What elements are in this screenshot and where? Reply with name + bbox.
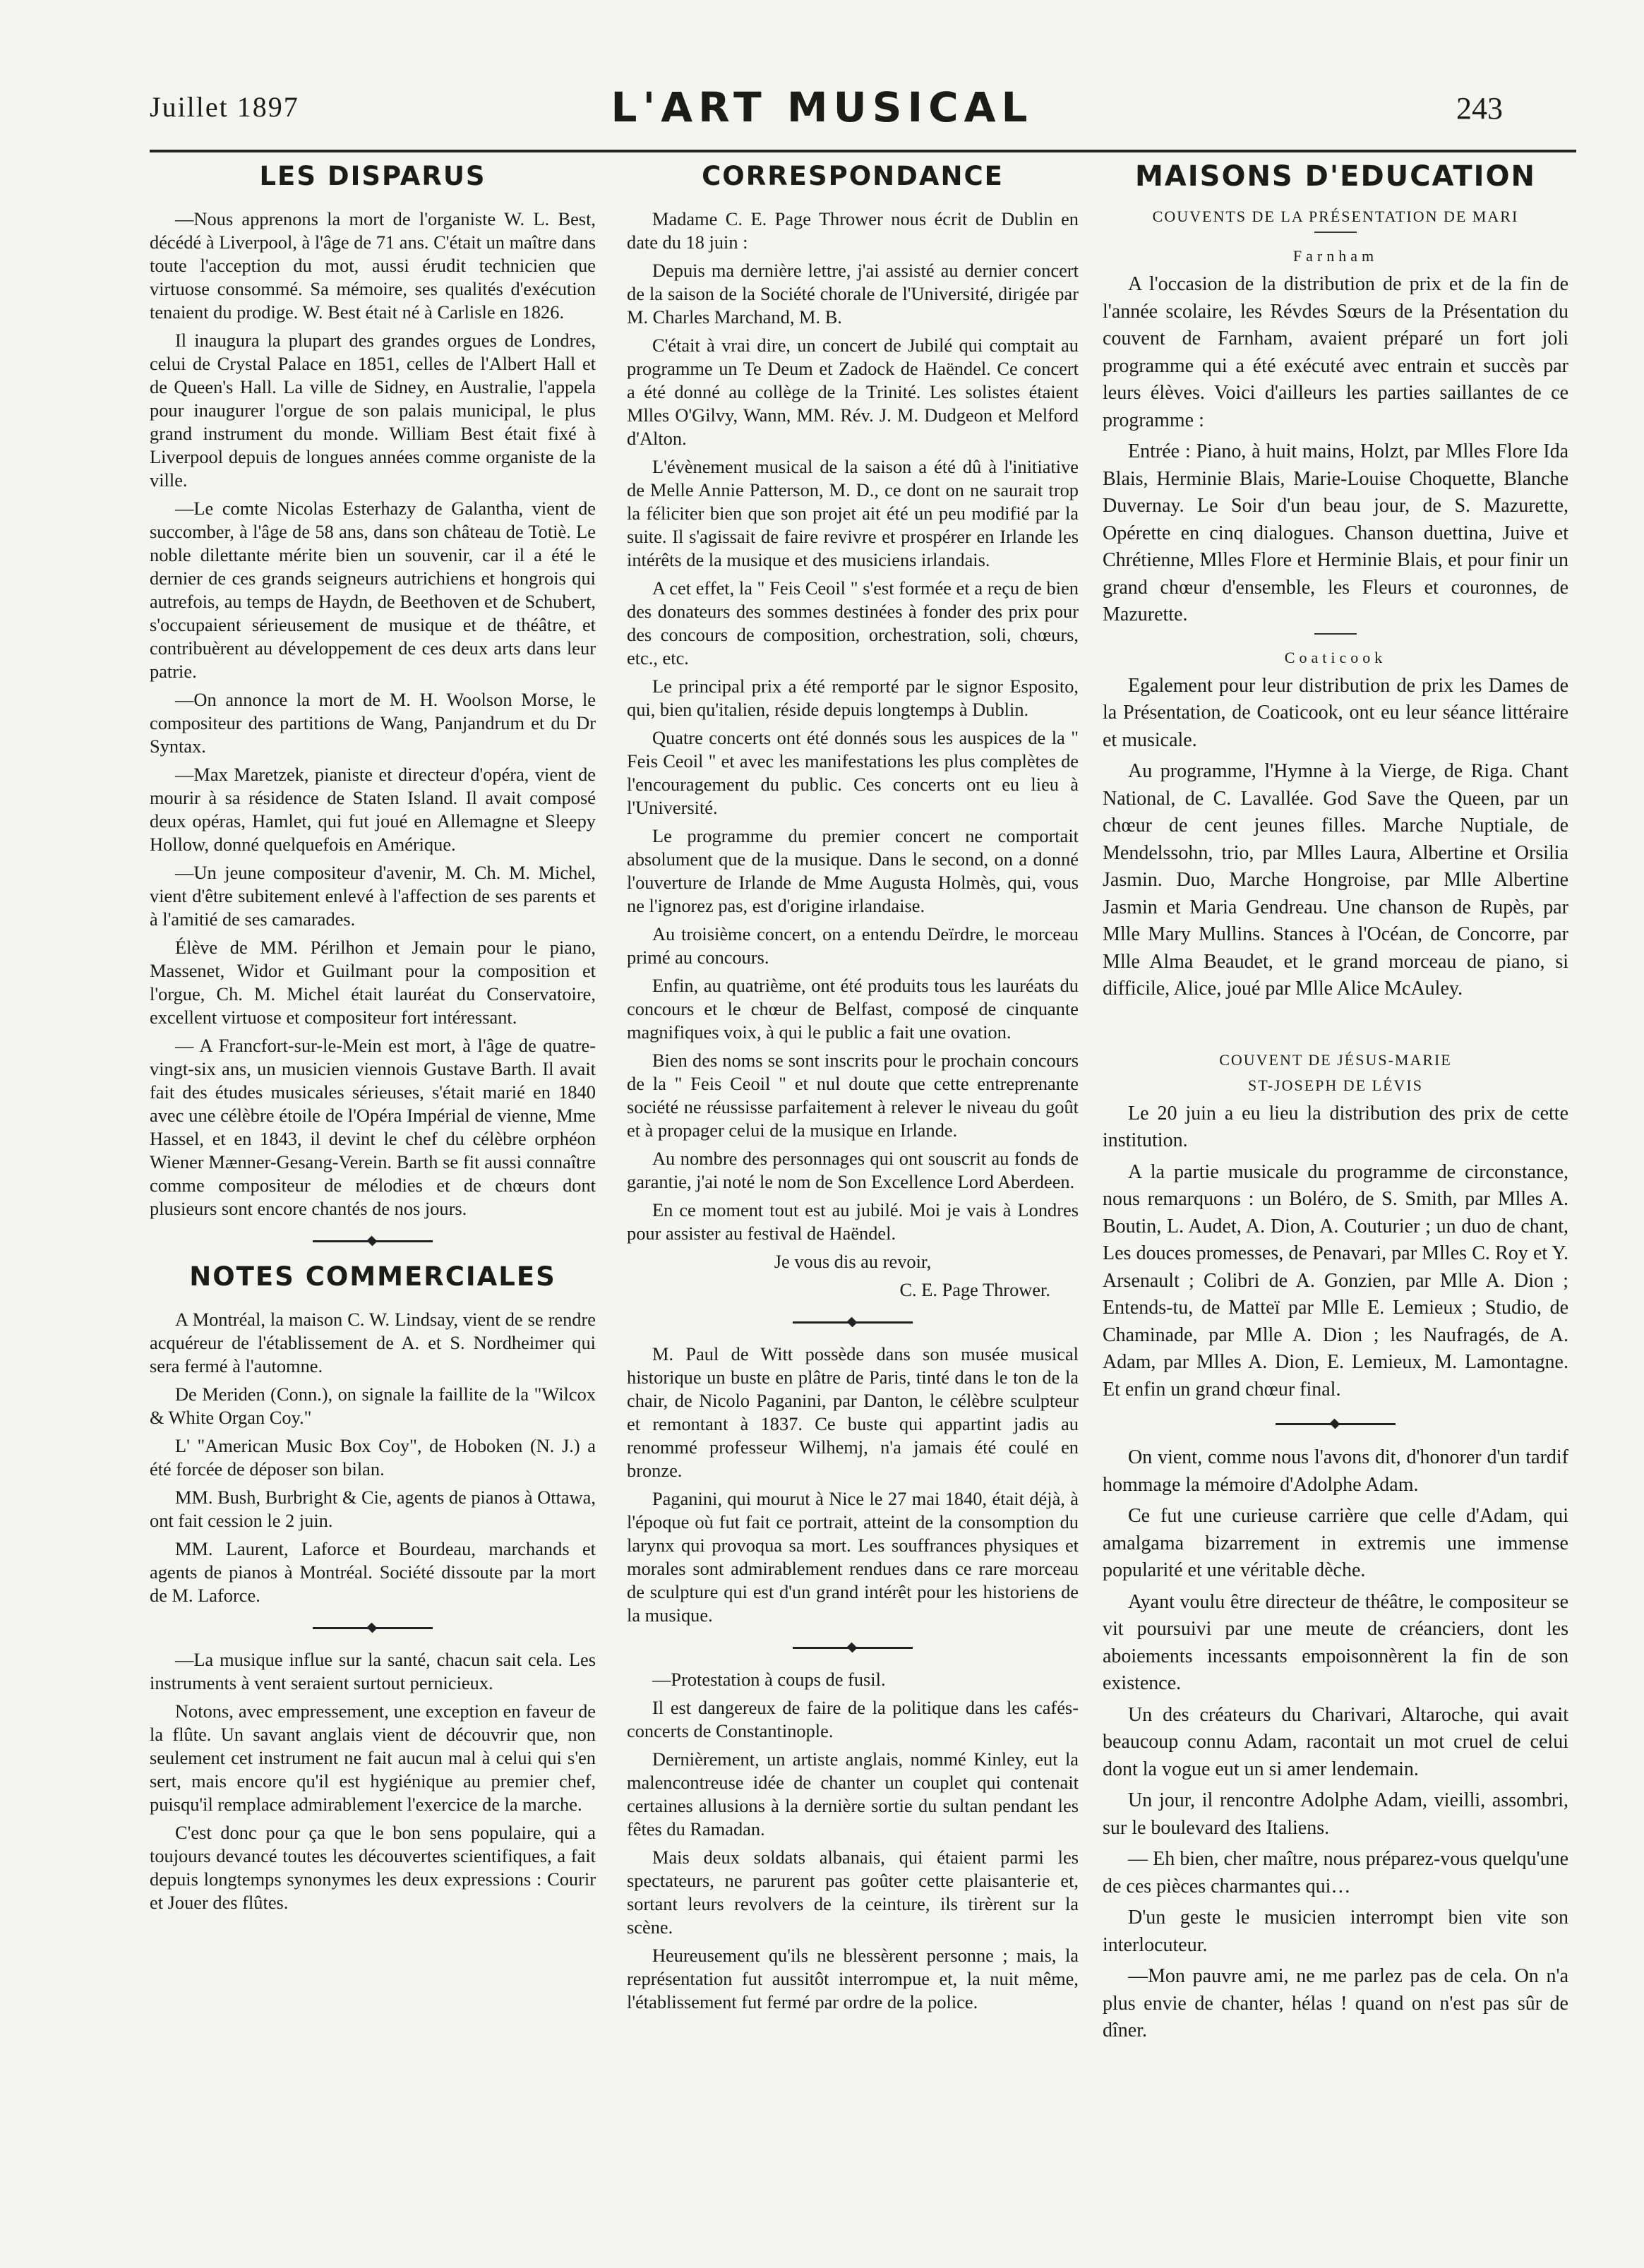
article-paragraph: — Eh bien, cher maître, nous préparez-vous quelqu'une de ces pièces charmantes qui… [1103, 1848, 1568, 1897]
article-paragraph: MM. Laurent, Laforce et Bourdeau, marchands et agents de pianos à Montréal. Société dissoute par la mort de M. Laforce. [150, 1538, 596, 1606]
farnham-article [1103, 271, 1568, 629]
section-title-correspondance: CORRESPONDANCE [702, 161, 1004, 191]
article-paragraph: Au troisième concert, on a entendu Deïrdre, le morceau primé au concours. [627, 923, 1079, 968]
article-paragraph: Ce fut une curieuse carrière que celle d'Adam, qui amalgama bizarrement in extremis une immense popularité et une véritable dèche. [1103, 1505, 1568, 1581]
ornament-divider [1276, 1419, 1396, 1429]
article-paragraph: — A Francfort-sur-le-Mein est mort, à l'âge de quatre-vingt-six ans, un musicien viennois Gustave Barth. Il avait fait des études musicales sérieuses, s'était marié en 1840 avec une célèbre étoile de l'Opéra Impérial de vienne, Mme Hassel, et en 1843, il devint le chef du célèbre orphéon Wiener Mænner-Gesang-Verein. Barth se fit aussi connaître comme compositeur de mélodies et de chœurs dont plusieurs sont encore chantés de nos jours. [150, 1035, 596, 1219]
article-paragraph: Entrée : Piano, à huit mains, Holzt, par Mlles Flore Ida Blais, Herminie Blais, Marie-Louise Choquette, Blanche Duvernay. Le Soir d'un beau jour, de S. Mazurette, Opérette en cinq dialogues. Chanson duettina, Juive et Chrétienne, Mlles Flore et Herminie Blais, et pour finir un grand chœur d'ensemble, les Fleurs et couronnes, de Mazurette. [1103, 440, 1568, 625]
ornament-divider [793, 1643, 913, 1652]
protestation-article [627, 1668, 1079, 2014]
article-paragraph: On vient, comme nous l'avons dit, d'honorer d'un tardif hommage la mémoire d'Adolphe Adam. [1103, 1446, 1568, 1496]
article-paragraph: A Montréal, la maison C. W. Lindsay, vient de se rendre acquéreur de l'établissement de A. et S. Nordheimer qui sera fermé à l'automne. [150, 1309, 596, 1376]
article-paragraph: Un jour, il rencontre Adolphe Adam, vieilli, assombri, sur le boulevard des Italiens. [1103, 1789, 1568, 1839]
article-paragraph: —On annonce la mort de M. H. Woolson Morse, le compositeur des partitions de Wang, Panjandrum et du Dr Syntax. [150, 689, 596, 757]
article-paragraph: —La musique influe sur la santé, chacun sait cela. Les instruments à vent seraient surtout pernicieux. [150, 1649, 596, 1693]
jesus-marie-article [1103, 1100, 1568, 1404]
article-paragraph: MM. Bush, Burbright & Cie, agents de pianos à Ottawa, ont fait cession le 2 juin. [150, 1487, 596, 1531]
subsection-coaticook: Coaticook [1284, 648, 1387, 666]
article-paragraph: Dernièrement, un artiste anglais, nommé Kinley, eut la malencontreuse idée de chanter un couplet qui contenait certaines allusions à la dernière sortie du sultan pendant les fêtes du Ramadan. [627, 1748, 1079, 1840]
article-paragraph: Au programme, l'Hymne à la Vierge, de Riga. Chant National, de C. Lavallée. God Save the Queen, par un chœur de cent jeunes filles. Marche Nuptiale, de Mendelssohn, trio, par Mlles Laura, Albertine et Orsilia Jasmin. Duo, Marche Hongroise, par Mlle Albertine Jasmin et Maria Gendreau. Une chanson de Rupès, par Mlle Mary Mullins. Stances à l'Océan, de Concorre, par Mlle Alma Beaudet, et le grand morceau de piano, si difficile, Alice, joué par Mlle Alice McAuley. [1103, 760, 1568, 1000]
article-paragraph: Le 20 juin a eu lieu la distribution des prix de cette institution. [1103, 1102, 1568, 1151]
article-paragraph: C'était à vrai dire, un concert de Jubilé qui comptait au programme un Te Deum et Zadock de Haëndel. Ce concert a été donné au collège de la Trinité. Les solistes étaient Mlles O'Gilvy, Wann, MM. Rév. J. M. Dudgeon et Melford d'Alton. [627, 335, 1079, 449]
article-paragraph: Bien des noms se sont inscrits pour le prochain concours de la " Feis Ceoil " et nul doute que cette entreprenante société ne réussisse parfaitement à relever le niveau du goût et à propager celui de la musique en Irlande. [627, 1050, 1079, 1141]
page-number: 243 [1456, 91, 1503, 126]
article-paragraph: Paganini, qui mourut à Nice le 27 mai 1840, était déjà, à l'époque où fut fait ce portrait, atteint de la consomption du larynx qui provoqua sa mort. Les souffrances physiques et morales sont admirablement rendues dans ce rare morceau de sculpture qui est d'un grand intérêt pour les historiens de la musique. [627, 1488, 1079, 1626]
article-paragraph: A la partie musicale du programme de circonstance, nous remarquons : un Boléro, de S. Smith, par Mlles A. Boutin, L. Audet, A. Dion, A. Couturier ; un duo de chant, Les douces promesses, de Penavari, par Mlles C. Roy et Y. Arsenault ; Colibri de A. Gonzien, par Mlle A. Dion ; Entends-tu, de Matteï par Mlle E. Lemieux ; Studio, de Chaminade, par Mlle A. Dion ; les Naufragés, de A. Adam, par Mlles A. Dion, E. Lemieux, M. Lamontagne. Et enfin un grand chœur final. [1103, 1160, 1568, 1400]
adam-article [1103, 1444, 1568, 2045]
ornament-divider [793, 1317, 913, 1327]
subsection-jesus-marie: COUVENT DE JÉSUS-MARIE [1219, 1050, 1452, 1069]
sante-article [150, 1648, 596, 1914]
subsection-presentation: COUVENTS DE LA PRÉSENTATION DE MARI [1152, 208, 1519, 225]
subsection-st-joseph: ST-JOSEPH DE LÉVIS [1248, 1076, 1423, 1094]
article-paragraph: Le principal prix a été remporté par le signor Esposito, qui, bien qu'italien, réside depuis longtemps à Dublin. [627, 676, 1079, 720]
article-paragraph: En ce moment tout est au jubilé. Moi je vais à Londres pour assister au festival de Haëndel. [627, 1199, 1079, 1244]
header-rule [150, 150, 1576, 152]
article-paragraph: Au nombre des personnages qui ont souscrit au fonds de garantie, j'ai noté le nom de Son Excellence Lord Aberdeen. [627, 1148, 1079, 1192]
disparus-articles [150, 208, 596, 1220]
subsection-farnham: Farnham [1292, 247, 1379, 265]
article-paragraph: Quatre concerts ont été donnés sous les auspices de la " Feis Ceoil " et avec les manifestations les plus complètes de l'encouragement du public. Ces concerts ont eu lieu à l'Université. [627, 727, 1079, 818]
article-paragraph: Enfin, au quatrième, ont été produits tous les lauréats du concours et le chœur de Belfast, composé de cinquante magnifiques voix, à qui le public a fait une ovation. [627, 975, 1079, 1043]
short-rule [1314, 633, 1357, 635]
article-paragraph: De Meriden (Conn.), on signale la faillite de la "Wilcox & White Organ Coy." [150, 1384, 596, 1428]
article-paragraph: Notons, avec empressement, une exception en faveur de la flûte. Un savant anglais vient de découvrir que, non seulement cet instrument ne fait aucun mal à celui qui s'en sert, mais encore qu'il est hygiénique au premier chef, puisqu'il remplace admirablement l'exercice de la marche. [150, 1700, 596, 1815]
section-title-notes: NOTES COMMERCIALES [189, 1261, 556, 1292]
article-paragraph: —Protestation à coups de fusil. [652, 1669, 886, 1690]
article-paragraph: Heureusement qu'ils ne blessèrent personne ; mais, la représentation fut aussitôt interrompue et, la nuit même, l'établissement fut fermé par ordre de la police. [627, 1945, 1079, 2012]
notes-articles [150, 1308, 596, 1607]
spacer [1103, 1007, 1568, 1050]
article-paragraph: Mais deux soldats albanais, qui étaient parmi les spectateurs, ne parurent pas goûter cette plaisanterie et, sortant leurs revolvers de la ceinture, ils tirèrent sur la scène. [627, 1847, 1079, 1938]
article-paragraph: Il est dangereux de faire de la politique dans les cafés-concerts de Constantinople. [627, 1697, 1079, 1741]
section-title-disparus: LES DISPARUS [259, 161, 486, 191]
article-paragraph: —Nous apprenons la mort de l'organiste W. L. Best, décédé à Liverpool, à l'âge de 71 ans. C'était un maître dans toute l'acception du mot, aussi érudit technicien que virtuose consommé. Sa mémoire, ses qualités d'exécution tenaient du prodige. W. Best était né à Carlisle en 1826. [150, 208, 596, 323]
letter-signature: C. E. Page Thrower. [899, 1279, 1050, 1300]
masthead-title: L'ART MUSICAL [611, 83, 1033, 131]
article-paragraph: L' "American Music Box Coy", de Hoboken (N. J.) a été forcée de déposer son bilan. [150, 1435, 596, 1480]
article-paragraph: Il inaugura la plupart des grandes orgues de Londres, celui de Crystal Palace en 1851, celles de l'Albert Hall et de Queen's Hall. La ville de Sidney, en Australie, l'appela pour inaugurer l'orgue de son palais municipal, le plus grand instrument du monde. William Best était fixé à Liverpool depuis de longues années comme organiste de la ville. [150, 330, 596, 491]
issue-date: Juillet 1897 [150, 91, 299, 123]
article-paragraph: Madame C. E. Page Thrower nous écrit de Dublin en date du 18 juin : [627, 208, 1079, 253]
article-paragraph: Egalement pour leur distribution de prix les Dames de la Présentation, de Coaticook, ont eu leur séance littéraire et musicale. [1103, 674, 1568, 751]
article-paragraph: D'un geste le musicien interrompt bien vite son interlocuteur. [1103, 1907, 1568, 1956]
ornament-divider [313, 1236, 433, 1246]
article-paragraph: Ayant voulu être directeur de théâtre, le compositeur se vit poursuivi par une meute de créanciers, dont les aboiements incessants empoisonnèrent la fin de son existence. [1103, 1590, 1568, 1694]
article-paragraph: L'évènement musical de la saison a été dû à l'initiative de Melle Annie Patterson, M. D., ce dont on ne saurait trop la féliciter bien que son projet ait été un peu modifié par la suite. Il s'agissait de faire revivre et prospérer en Irlande les intérêts de la musique et des musiciens irlandais. [627, 456, 1079, 570]
article-paragraph: Le programme du premier concert ne comportait absolument que de la musique. Dans le second, on a donné l'ouverture de Irlande de Mme Augusta Holmès, qui, vous ne l'ignorez pas, est d'origine irlandaise. [627, 825, 1079, 916]
article-paragraph: A l'occasion de la distribution de prix et de la fin de l'année scolaire, les Révdes Sœurs de la Présentation du couvent de Farnham, avaient préparé un fort joli programme qui a été exécuté avec entrain et succès par leurs élèves. Voici d'ailleurs les parties saillantes de ce programme : [1103, 273, 1568, 431]
article-paragraph: Élève de MM. Périlhon et Jemain pour le piano, Massenet, Widor et Guilmant pour la composition et l'orgue, Ch. M. Michel était lauréat du Conservatoire, excellent virtuose et compositeur fort intéressant. [150, 937, 596, 1028]
article-paragraph: Depuis ma dernière lettre, j'ai assisté au dernier concert de la saison de la Société chorale de l'Université, dirigée par M. Charles Marchand, M. B. [627, 260, 1079, 328]
article-paragraph: A cet effet, la " Feis Ceoil " s'est formée et a reçu de bien des donateurs des sommes destinées à fonder des prix pour des concours de composition, orchestration, soli, chœurs, etc., etc. [627, 577, 1079, 668]
short-rule [1314, 232, 1357, 233]
article-paragraph: —Max Maretzek, pianiste et directeur d'opéra, vient de mourir à sa résidence de Staten Island. Il avait composé deux opéras, Hamlet, qui fut joué en Allemagne et Sleepy Hollow, donné quelquefois en Amérique. [150, 764, 596, 855]
article-paragraph: C'est donc pour ça que le bon sens populaire, qui a toujours devancé toutes les découvertes scientifiques, a fait depuis longtemps synonymes les deux expressions : Courir et Jouer des flûtes. [150, 1822, 596, 1913]
paganini-article [627, 1343, 1079, 1627]
article-paragraph: —Mon pauvre ami, ne me parlez pas de cela. On n'a plus envie de chanter, hélas ! quand on n'est pas sûr de dîner. [1103, 1965, 1568, 2041]
ornament-divider [313, 1623, 433, 1633]
article-paragraph: Un des créateurs du Charivari, Altaroche, qui avait beaucoup connu Adam, racontait un mot cruel de celui dont la vogue eut un si amer lendemain. [1103, 1703, 1568, 1780]
column-right [1103, 161, 1568, 2049]
coaticook-article [1103, 673, 1568, 1003]
section-title-maisons: MAISONS D'EDUCATION [1135, 160, 1536, 193]
correspondance-article [627, 208, 1079, 1302]
article-paragraph: M. Paul de Witt possède dans son musée musical historique un buste en plâtre de Paris, tinté dans le ton de la chair, de Nicolo Paganini, par Danton, le célèbre sculpteur et remontant à 1837. Ce buste qui appartint jadis au renommé professeur Wilhemj, n'a jamais été coulé en bronze. [627, 1343, 1079, 1481]
article-paragraph: —Un jeune compositeur d'avenir, M. Ch. M. Michel, vient d'être subitement enlevé à l'affection de ses parents et à l'amitié de ses camarades. [150, 862, 596, 930]
column-middle [627, 161, 1079, 2019]
column-left [150, 161, 596, 1919]
article-paragraph: —Le comte Nicolas Esterhazy de Galantha, vient de succomber, à l'âge de 58 ans, dans son château de Totiè. Le noble dilettante mérite bien un souvenir, car il a été le dernier de ces grands seigneurs autrichiens et hongrois qui autrefois, au temps de Haydn, de Beethoven et de Schubert, s'occupaient sérieusement de musique et de théâtre, et contribuèrent au développement de ces deux arts dans leur patrie. [150, 498, 596, 682]
letter-closing: Je vous dis au revoir, [774, 1251, 932, 1272]
